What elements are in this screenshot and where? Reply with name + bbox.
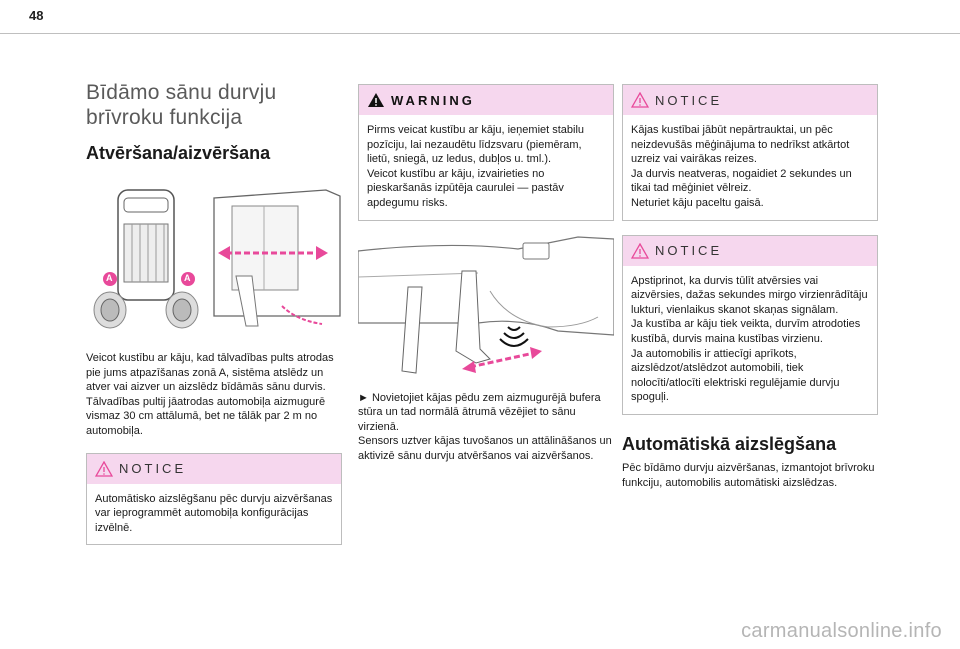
van-detection-illustration <box>86 176 342 338</box>
notice-triangle-icon <box>631 243 649 259</box>
warning-text: Pirms veicat kustību ar kāju, ieņemiet stabilu pozīciju, lai nezaudētu līdzsvaru (piemēram, lietū, sniegā, uz ledus, dubļos u. tml.). Veicot kustību ar kāju, izvairieties no pieskaršanās izpūtēja caurulei — pastāv apdegumu risks. <box>367 124 585 209</box>
watermark: carmanualsonline.info <box>741 620 942 642</box>
notice-header <box>623 236 877 266</box>
page-number: 48 <box>29 8 44 23</box>
warning-header <box>359 85 613 115</box>
notice-header <box>623 85 877 115</box>
column-2 <box>358 84 614 464</box>
paragraph-instructions: ► Novietojiet kājas pēdu zem aizmugurējā bufera stūra un tad normālā ātrumā vēzējiet to sānu virzienā. Sensors uztver kājas tuvošanos un attālināšanos un aktivizē sānu durvju atvēršanos vai aizvēršanos. <box>358 391 612 462</box>
section-title-auto-lock: Automātiskā aizslēgšana <box>622 433 837 454</box>
figure-detection-zone <box>86 176 342 338</box>
figure-foot-gesture <box>358 231 614 381</box>
zone-marker-left: A <box>106 273 113 283</box>
notice-text: Kājas kustībai jābūt nepārtrauktai, un pēc neizdevušās mēģinājuma to nedrīkst atkārtot uzreiz vai vairākas reizes. Ja durvis neatveras, nogaidiet 2 sekundes un tikai tad mēģiniet vēlreiz. Neturiet kāju paceltu gaisā. <box>631 124 852 209</box>
column-3 <box>622 84 878 490</box>
column-1 <box>86 80 342 545</box>
notice-triangle-icon <box>95 461 113 477</box>
top-rule <box>0 33 960 34</box>
notice-triangle-icon <box>631 92 649 108</box>
notice-box-auto-lock <box>86 453 342 546</box>
notice-label: NOTICE <box>655 92 723 108</box>
notice-box-continuous-motion <box>622 84 878 221</box>
notice-label: NOTICE <box>119 461 187 477</box>
section-title-open-close: Atvēršana/aizvēršana <box>86 143 271 163</box>
notice-header <box>87 454 341 484</box>
notice-text: Apstiprinot, ka durvis tūlīt atvērsies vai aizvērsies, dažas sekundes mirgo virzienrādītāju lukturi, vienlaikus skanot skaņas signālam. Ja kustība ar kāju tiek veikta, durvīm atrodoties kustībā, durvis maina kustības virzienu. Ja automobilis ir attiecīgi aprīkots, aizslēdzot/atslēdzot automobili, tiek nolocīti/atlocīti elektriski regulējamie durvju spoguļi. <box>631 274 868 404</box>
paragraph-auto-lock: Pēc bīdāmo durvju aizvēršanas, izmantojot brīvroku funkciju, automobilis automātiski aizslēdzas. <box>622 461 875 489</box>
page-title: Bīdāmo sānu durvju brīvroku funkcija <box>86 81 277 129</box>
warning-box <box>358 84 614 221</box>
warning-label: WARNING <box>391 92 475 108</box>
zone-marker-right: A <box>184 273 191 283</box>
notice-label: NOTICE <box>655 243 723 259</box>
foot-gesture-illustration <box>358 231 614 381</box>
notice-box-confirmation <box>622 235 878 415</box>
paragraph-detection: Veicot kustību ar kāju, kad tālvadības pults atrodas pie jums atpazīšanas zonā A, sistēma atslēdz un atver vai aizver un aizslēdz bīdāmās sānu durvis. Tālvadības pultij jāatrodas automobiļa aizmugurē vismaz 30 cm attālumā, bet ne tālāk par 2 m no automobiļa. <box>86 352 334 437</box>
notice-text: Automātisko aizslēgšanu pēc durvju aizvēršanas var ieprogrammēt automobiļa konfigurācijas izvēlnē. <box>95 492 333 534</box>
warning-triangle-icon <box>367 92 385 108</box>
